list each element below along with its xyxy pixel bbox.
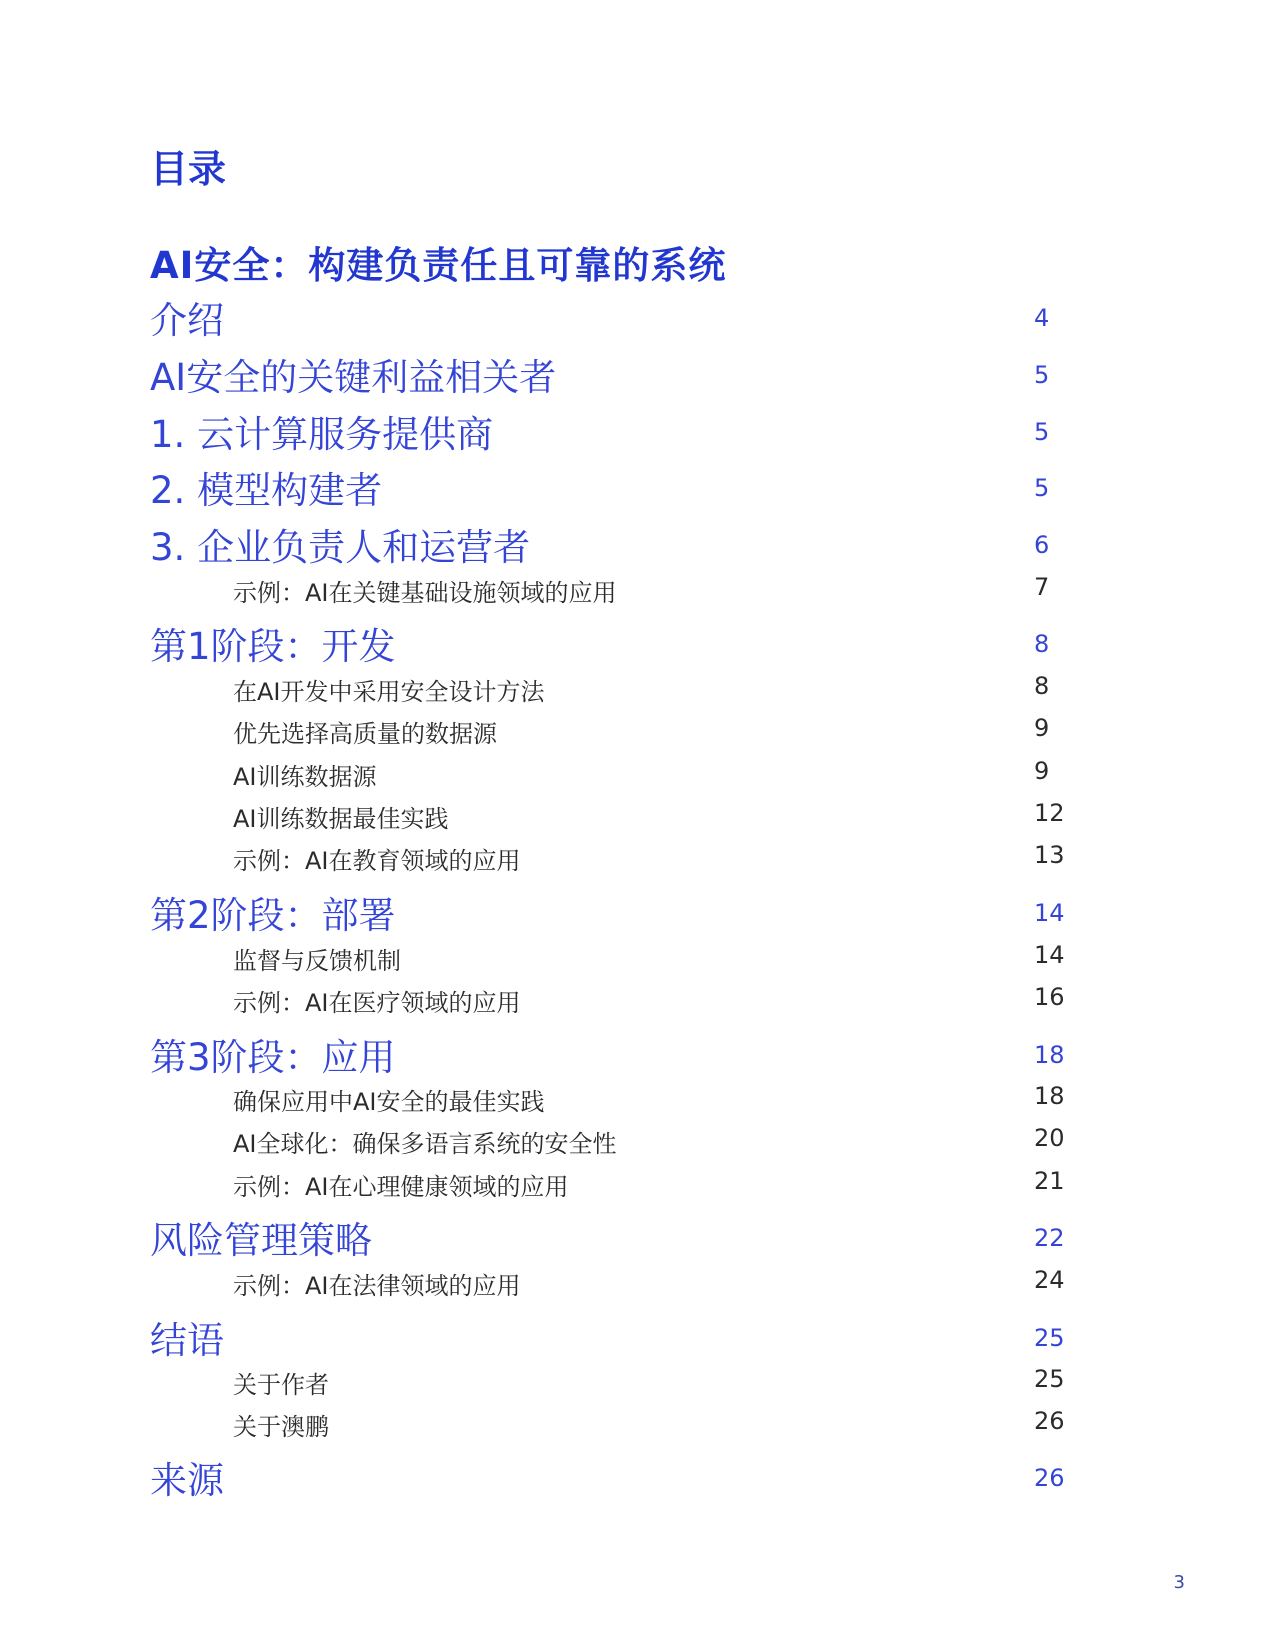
toc-entry-label: 示例：AI在教育领域的应用: [233, 847, 521, 875]
toc-entry-page: 21: [1034, 1167, 1065, 1195]
toc-entry-label: 优先选择高质量的数据源: [233, 720, 497, 748]
toc-entry-page: 9: [1034, 714, 1050, 742]
toc-heading: 目录: [150, 147, 227, 191]
toc-entry-page: 25: [1034, 1324, 1065, 1352]
toc-entry-page: 14: [1034, 941, 1065, 969]
toc-entry-page: 5: [1034, 418, 1050, 446]
toc-entry-label: 结语: [150, 1319, 224, 1362]
toc-entry-label: 3. 企业负责人和运营者: [150, 526, 531, 569]
toc-entry-label: 第2阶段：部署: [150, 894, 396, 937]
toc-entry-label: AI全球化：确保多语言系统的安全性: [233, 1130, 617, 1158]
toc-entry-page: 5: [1034, 361, 1050, 389]
toc-entry-page: 13: [1034, 841, 1065, 869]
toc-entry-label: 1. 云计算服务提供商: [150, 413, 494, 456]
toc-entry-page: 14: [1034, 899, 1065, 927]
toc-entry-page: 12: [1034, 799, 1065, 827]
toc-entry-label: AI安全的关键利益相关者: [150, 356, 557, 399]
toc-entry-label: 示例：AI在医疗领域的应用: [233, 989, 521, 1017]
toc-entry-page: 26: [1034, 1464, 1065, 1492]
toc-entry-label: 来源: [150, 1459, 224, 1502]
toc-entry-label: 2. 模型构建者: [150, 469, 383, 512]
toc-entry-label: 示例：AI在关键基础设施领域的应用: [233, 579, 617, 607]
toc-entry-page: 18: [1034, 1082, 1065, 1110]
toc-entry-page: 16: [1034, 983, 1065, 1011]
toc-entry-page: 18: [1034, 1041, 1065, 1069]
toc-entry-page: 22: [1034, 1224, 1065, 1252]
toc-entry-label: 示例：AI在心理健康领域的应用: [233, 1173, 569, 1201]
toc-entry-label: 关于澳鹏: [233, 1413, 329, 1441]
toc-entry-page: 4: [1034, 304, 1050, 332]
toc-entry-page: 26: [1034, 1407, 1065, 1435]
toc-entry-label: 介绍: [150, 299, 224, 342]
toc-entry-label: 第3阶段：应用: [150, 1036, 396, 1079]
toc-entry-label: AI训练数据源: [233, 763, 377, 791]
toc-entry-label: 风险管理策略: [150, 1219, 372, 1262]
toc-entry-page: 6: [1034, 531, 1050, 559]
toc-entry-label: 在AI开发中采用安全设计方法: [233, 678, 545, 706]
toc-entry-page: 5: [1034, 474, 1050, 502]
toc-entry-page: 8: [1034, 672, 1050, 700]
toc-entry-page: 24: [1034, 1266, 1065, 1294]
toc-entry-page: 20: [1034, 1124, 1065, 1152]
document-title: AI安全：构建负责任且可靠的系统: [150, 244, 727, 287]
toc-entry-label: 第1阶段：开发: [150, 625, 396, 668]
page-number: 3: [1173, 1572, 1185, 1593]
toc-entry-label: 监督与反馈机制: [233, 947, 401, 975]
toc-entry-page: 9: [1034, 757, 1050, 785]
toc-entry-page: 25: [1034, 1365, 1065, 1393]
toc-entry-label: 关于作者: [233, 1371, 329, 1399]
toc-entry-page: 8: [1034, 630, 1050, 658]
toc-entry-label: AI训练数据最佳实践: [233, 805, 449, 833]
toc-entry-label: 示例：AI在法律领域的应用: [233, 1272, 521, 1300]
toc-entry-page: 7: [1034, 573, 1050, 601]
toc-entry-label: 确保应用中AI安全的最佳实践: [233, 1088, 545, 1116]
